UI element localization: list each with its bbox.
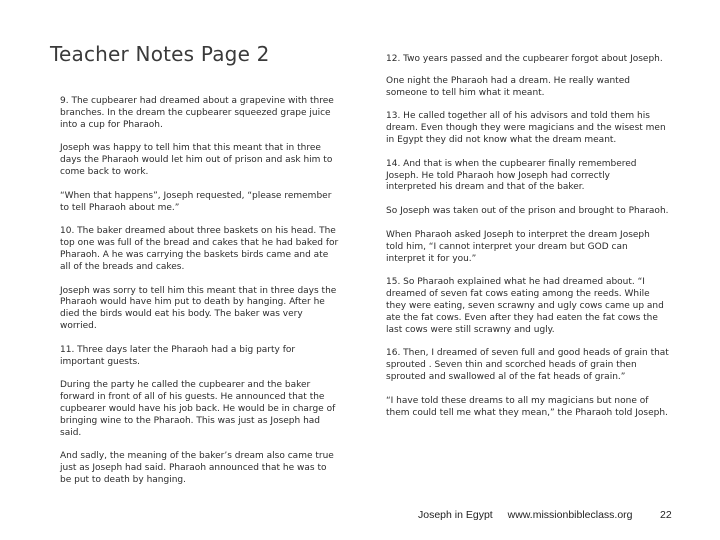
- footer-website: www.missionbibleclass.org: [507, 509, 633, 521]
- page-title: Teacher Notes Page 2: [50, 42, 270, 66]
- footer-lesson-title: Joseph in Egypt: [418, 509, 493, 521]
- paragraph: 13. He called together all of his advisors and told them his dream. Even though they were magicians and the wisest men in Egypt they did not know what the dream meant.: [386, 111, 666, 145]
- paragraph: 10. The baker dreamed about three baskets on his head. The top one was full of the bread and cakes that he had baked for Pharaoh. A he was carrying the baskets birds came and ate all of the breads and cakes.: [60, 226, 339, 272]
- paragraph: Joseph was sorry to tell him this meant that in three days the Pharaoh would have him put to death by hanging. After he died the birds would eat his body. The baker was very worried.: [60, 285, 337, 331]
- footer: [418, 509, 672, 521]
- paragraph: When Pharaoh asked Joseph to interpret the dream Joseph told him, “I cannot interpret your dream but GOD can interpret it for you.”: [386, 229, 650, 264]
- paragraph: “I have told these dreams to all my magicians but none of them could tell me what they mean,” the Pharaoh told Joseph.: [386, 395, 668, 418]
- paragraph: Joseph was happy to tell him that this meant that in three days the Pharaoh would let him out of prison and ask him to come back to work.: [60, 143, 333, 177]
- paragraph: During the party he called the cupbearer and the baker forward in front of all of his guests. He announced that the cupbearer would have his job back. He would be in charge of bringing wine to the Pharaoh. This was just as Joseph had said.: [60, 380, 336, 438]
- paragraph: One night the Pharaoh had a dream. He really wanted someone to tell him what it meant.: [386, 75, 630, 98]
- paragraph: So Joseph was taken out of the prison and brought to Pharaoh.: [386, 206, 669, 217]
- paragraph: 12. Two years passed and the cupbearer forgot about Joseph.: [386, 54, 663, 64]
- right-column: [386, 54, 670, 419]
- paragraph: 14. And that is when the cupbearer finally remembered Joseph. He told Pharaoh how Joseph had correctly interpreted his dream and that of the baker.: [386, 158, 637, 193]
- paragraph: 16. Then, I dreamed of seven full and good heads of grain that sprouted . Seven thin and scorched heads of grain then sprouted and swallowed al of the fat heads of grain.”: [386, 348, 669, 382]
- left-column: [60, 96, 340, 487]
- paragraph: 11. Three days later the Pharaoh had a big party for important guests.: [60, 344, 296, 367]
- paragraph: 9. The cupbearer had dreamed about a grapevine with three branches. In the dream the cupbearer squeezed grape juice into a cup for Pharaoh.: [60, 96, 334, 130]
- paragraph: And sadly, the meaning of the baker’s dream also came true just as Joseph had said. Pharaoh announced that he was to be put to death by hanging.: [60, 451, 334, 485]
- paragraph: 15. So Pharaoh explained what he had dreamed about. “I dreamed of seven fat cows eating among the reeds. While they were eating, seven scrawny and ugly cows came up and ate the fat cows. Even after they had eaten the fat cows the last cows were still scrawny and ugly.: [386, 277, 664, 335]
- page-number: 22: [660, 509, 672, 521]
- paragraph: “When that happens”, Joseph requested, “please remember to tell Pharaoh about me.”: [60, 190, 332, 213]
